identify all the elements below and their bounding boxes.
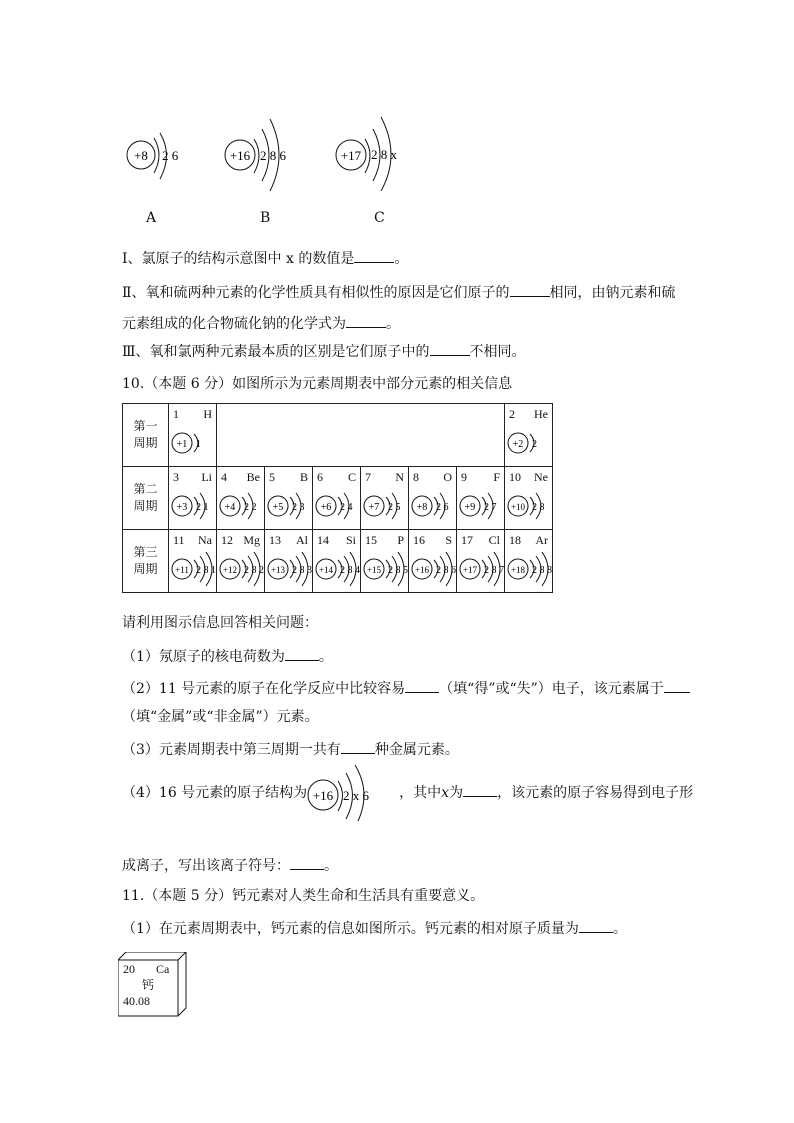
q10-s4-text-b: ，其中 (399, 785, 442, 801)
nucleus-charge: +17 (462, 565, 478, 575)
q11-s1-blank[interactable] (579, 918, 613, 933)
electron-counts: 2 8 3 (292, 565, 312, 576)
element-cell-h (169, 404, 217, 467)
nucleus-charge: +4 (224, 502, 236, 513)
q10-sub-4 (122, 773, 693, 829)
q9-ii-end: 。 (386, 316, 400, 332)
q9-part-ii-cont (122, 313, 400, 334)
q10-s1-blank[interactable] (285, 646, 319, 661)
element-number: 12 (221, 533, 233, 547)
q10-s2-blank-2[interactable] (664, 678, 690, 693)
nucleus-charge: +10 (510, 502, 526, 512)
element-number: 5 (269, 470, 275, 484)
q10-s4-x: x (441, 785, 450, 801)
period-2-row (123, 467, 553, 530)
q9-iii-text-a: Ⅲ、氧和氯两种元素最本质的区别是它们原子中的 (122, 344, 430, 360)
element-number: 11 (173, 533, 185, 547)
period-1-gap (217, 404, 505, 467)
q10-sub-2-cont: （填“金属”或“非金属”）元素。 (122, 709, 319, 725)
q11-title: 11.（本题 5 分）钙元素对人类生命和生活具有重要意义。 (122, 888, 485, 904)
nucleus-charge: +18 (510, 565, 526, 575)
element-number: 8 (413, 470, 419, 484)
sulfur-nucleus: +16 (313, 788, 334, 803)
period-2-label (123, 467, 169, 530)
q10-s2-text-b: （填“得”或“失”）电子，该元素属于 (439, 681, 664, 697)
nucleus-charge: +9 (464, 502, 476, 513)
element-symbol: Al (296, 533, 308, 547)
electron-counts: 2 2 (244, 502, 257, 513)
period-label-text: 第三 周期 (133, 545, 158, 576)
element-symbol: C (347, 470, 356, 484)
atom-structure-diagram (458, 489, 504, 525)
element-symbol: F (493, 470, 500, 484)
periodic-table (122, 403, 553, 593)
nucleus-charge: +7 (368, 502, 380, 513)
electron-counts: 2 8 (532, 502, 545, 513)
q9-ii-blank-1[interactable] (510, 282, 550, 297)
q10-sub-4-cont (122, 855, 338, 876)
q11-s1-end: 。 (612, 921, 627, 937)
element-cell (169, 530, 217, 593)
electron-counts: 2 (532, 439, 537, 450)
q10-s4-text-a: （4）16 号元素的原子结构为 (122, 785, 308, 801)
q10-prompt: 请利用图示信息回答相关问题： (122, 615, 318, 631)
q9-ii-text-b: 相同，由钠元素和硫 (549, 285, 676, 301)
calcium-element-card (118, 952, 180, 1012)
q10-sub-2 (122, 678, 690, 699)
element-number: 13 (269, 533, 281, 547)
sulfur-atom-diagram (307, 773, 399, 813)
period-3-row (123, 530, 553, 593)
q11-s1-text: （1）在元素周期表中，钙元素的信息如图所示。钙元素的相对原子质量为 (122, 921, 579, 937)
element-symbol: Ne (534, 470, 548, 484)
nucleus-charge: +3 (176, 502, 188, 513)
q9-i-blank[interactable] (354, 248, 394, 263)
element-symbol: Be (246, 470, 260, 484)
atom-structure-diagram (410, 489, 456, 525)
atom-structure-diagram (170, 489, 216, 525)
q11-sub-1 (122, 918, 627, 939)
element-symbol: Na (198, 533, 212, 547)
q10-s1-end: 。 (318, 649, 333, 665)
element-cell (313, 467, 361, 530)
atom-structure-diagram (218, 489, 264, 525)
q10-sub-1 (122, 646, 333, 667)
q9-ii-text-a: Ⅱ、氧和硫两种元素的化学性质具有相似性的原因是它们原子的 (122, 285, 510, 301)
q9-iii-end: 不相同。 (469, 344, 526, 360)
atom-a-shells: 2 6 (162, 148, 179, 163)
atom-diagram-a (126, 133, 196, 187)
atom-structure-diagram (266, 552, 312, 588)
element-number: 4 (221, 470, 227, 484)
electron-counts: 2 1 (196, 502, 209, 513)
electron-counts: 2 8 4 (340, 565, 360, 576)
element-number: 6 (317, 470, 323, 484)
element-number: 10 (509, 470, 521, 484)
nucleus-charge: +12 (222, 565, 238, 575)
element-number: 3 (173, 470, 179, 484)
element-symbol: Ar (535, 533, 548, 547)
atom-structure-diagram (170, 552, 216, 588)
q10-s4-text-e: 成离子，写出该离子符号： (122, 858, 290, 874)
nucleus-charge: +8 (416, 502, 428, 513)
atom-structure-diagram (170, 426, 216, 462)
element-cell (361, 467, 409, 530)
element-number: 2 (509, 407, 515, 421)
period-1-label (123, 404, 169, 467)
sulfur-shells: 2 x 6 (343, 788, 370, 803)
atom-label-a: A (146, 210, 157, 226)
q10-s3-blank[interactable] (341, 739, 375, 754)
electron-counts: 2 7 (484, 502, 497, 513)
atom-b-shells: 2 8 6 (260, 148, 286, 163)
q10-title: 10.（本题 6 分）如图所示为元素周期表中部分元素的相关信息 (122, 376, 513, 392)
atom-structure-diagram (218, 552, 264, 588)
element-symbol: Mg (243, 533, 260, 547)
q10-s4-blank-2[interactable] (290, 855, 324, 870)
electron-counts: 2 3 (292, 502, 305, 513)
q9-ii-text-c: 元素组成的化合物硫化钠的化学式为 (122, 316, 346, 332)
element-symbol: Cl (488, 533, 500, 547)
atom-structure-diagram (314, 552, 360, 588)
element-number: 16 (413, 533, 425, 547)
electron-counts: 2 8 5 (388, 565, 408, 576)
element-symbol: B (299, 470, 308, 484)
nucleus-charge: +15 (366, 565, 382, 575)
atom-structure-diagram (266, 489, 312, 525)
atom-structure-diagram (506, 426, 552, 462)
element-cell (457, 467, 505, 530)
q9-iii-blank[interactable] (430, 341, 470, 356)
element-cell (313, 530, 361, 593)
element-number: 15 (365, 533, 377, 547)
element-symbol: Li (201, 470, 212, 484)
period-label-text: 第一 周期 (133, 419, 158, 450)
element-cell (409, 467, 457, 530)
element-number: 1 (173, 407, 179, 421)
q10-s4-blank-1[interactable] (463, 782, 497, 797)
element-number: 7 (365, 470, 371, 484)
q10-s2-blank-1[interactable] (405, 678, 439, 693)
atom-diagram-c (335, 113, 425, 197)
element-symbol: Si (345, 533, 356, 547)
element-cell (409, 530, 457, 593)
element-cell (505, 530, 553, 593)
electron-counts: 2 8 7 (484, 565, 504, 576)
nucleus-charge: +11 (175, 565, 189, 575)
atom-structure-diagram (410, 552, 456, 588)
electron-counts: 2 8 1 (196, 565, 216, 576)
element-number: 14 (317, 533, 329, 547)
element-symbol: N (395, 470, 404, 484)
q9-i-text: Ⅰ、氯原子的结构示意图中 x 的数值是 (122, 251, 355, 267)
element-cell (265, 467, 313, 530)
element-symbol: P (397, 533, 404, 547)
electron-counts: 2 8 2 (244, 565, 264, 576)
electron-counts: 2 5 (388, 502, 401, 513)
atom-structure-diagram (506, 489, 552, 525)
atom-c-shells: 2 8 x (371, 147, 397, 162)
element-cell (217, 467, 265, 530)
ca-name: 钙 (142, 978, 155, 992)
ca-mass: 40.08 (123, 994, 150, 1008)
ca-symbol: Ca (156, 962, 170, 976)
element-cell (361, 530, 409, 593)
q9-part-ii (122, 282, 676, 303)
element-symbol: He (534, 407, 548, 421)
ca-number: 20 (123, 962, 135, 976)
q10-sub-3 (122, 739, 459, 760)
q10-s4-text-c: 为 (449, 785, 464, 801)
atom-structure-diagram (506, 552, 552, 588)
q9-ii-blank-2[interactable] (346, 313, 386, 328)
q9-part-iii (122, 341, 526, 362)
element-symbol: O (443, 470, 452, 484)
element-symbol: S (445, 533, 452, 547)
element-number: 17 (461, 533, 473, 547)
atom-label-c: C (374, 210, 385, 226)
electron-counts: 1 (196, 439, 201, 450)
electron-counts: 2 6 (436, 502, 449, 513)
electron-counts: 2 8 8 (532, 565, 552, 576)
element-cell (169, 467, 217, 530)
element-cell (505, 467, 553, 530)
nucleus-charge: +6 (320, 502, 332, 513)
q10-s1-text: （1）氖原子的核电荷数为 (122, 649, 285, 665)
q9-i-end: 。 (394, 251, 409, 267)
nucleus-charge: +5 (272, 502, 284, 513)
atom-b-nucleus: +16 (229, 148, 251, 163)
element-cell (457, 530, 505, 593)
atom-structure-diagram (314, 489, 360, 525)
atom-c-nucleus: +17 (340, 148, 362, 163)
q10-s4-end: 。 (324, 858, 338, 874)
period-1-row (123, 404, 553, 467)
nucleus-charge: +14 (318, 565, 334, 575)
element-cell (217, 530, 265, 593)
q10-s3-text: （3）元素周期表中第三周期一共有 (122, 742, 341, 758)
nucleus-charge: +16 (414, 565, 430, 575)
q10-s4-text-d: ，该元素的原子容易得到电子形 (497, 785, 694, 801)
period-3-label (123, 530, 169, 593)
atom-structure-diagram (362, 489, 408, 525)
atom-a-svg (126, 133, 196, 183)
atom-structure-diagram (458, 552, 504, 588)
electron-counts: 2 8 6 (436, 565, 456, 576)
atom-diagram-b (224, 117, 314, 201)
element-cell (265, 530, 313, 593)
nucleus-charge: +2 (512, 439, 524, 450)
nucleus-charge: +1 (176, 439, 188, 450)
element-cell-he (505, 404, 553, 467)
atom-structure-diagram (362, 552, 408, 588)
electron-counts: 2 4 (340, 502, 353, 513)
atom-a-nucleus: +8 (134, 148, 148, 163)
element-number: 18 (509, 533, 521, 547)
period-label-text: 第二 周期 (133, 482, 158, 513)
q10-s2-text-a: （2）11 号元素的原子在化学反应中比较容易 (122, 681, 406, 697)
nucleus-charge: +13 (270, 565, 286, 575)
q9-part-i (122, 248, 408, 269)
q10-s3-end: 种金属元素。 (374, 742, 459, 758)
element-number: 9 (461, 470, 467, 484)
atom-label-b: B (260, 210, 271, 226)
element-symbol: H (203, 407, 212, 421)
